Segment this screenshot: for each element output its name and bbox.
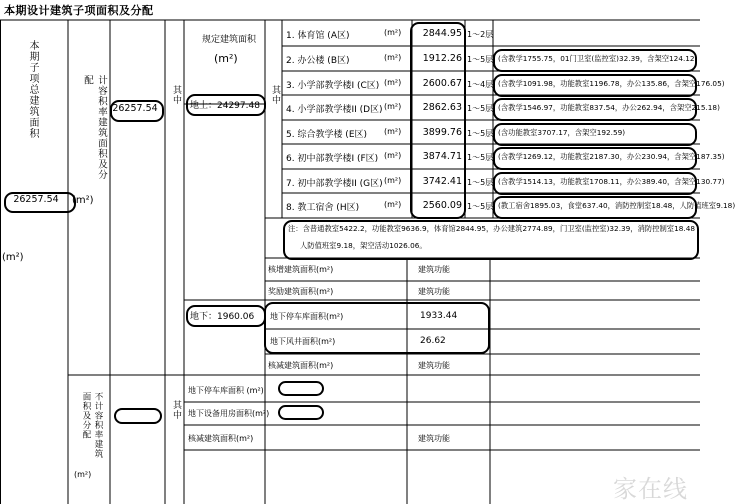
qizhong-label-1: 其中 [171,85,181,105]
building-detail: (含教学1269.12，功能教室2187.30，办公230.94，含架空187.35) [498,152,725,161]
jirong-total-value: 26257.54 [112,103,158,114]
building-detail: (含教学1755.75，01门卫室(监控室)32.39，含架空124.12) [498,54,698,63]
hejian-gongneng: 建筑功能 [418,361,450,370]
building-name: 5. 综合教学楼 (E区) [286,130,368,140]
building-detail-cloud [493,147,697,170]
bottom-parking-cloud [278,381,324,396]
jiangli-label: 奖励建筑面积(m²) [268,287,334,296]
building-name: 1. 体育馆 (A区) [286,31,350,41]
bottom-equipment-label: 地下设备用房面积(m²) [188,409,270,418]
building-unit: (m²) [384,200,402,209]
note-line-2: 人防值班室9.18，架空活动1026.06。 [300,241,427,250]
building-unit: (m²) [384,127,402,136]
jirong-unit: (m²) [72,195,94,206]
building-detail: (含教学1514.13，功能教室1708.11，办公389.40，含架空130.77) [498,177,725,186]
planned-header: 规定建筑面积 [202,35,257,45]
building-detail: (教工宿舍1895.03，食堂637.40，消防控制室18.48，人防值班室9.18) [498,201,735,210]
building-detail-cloud [493,49,697,72]
building-floors: 1～4层 [467,80,494,89]
underground-parking-value: 1933.44 [420,311,458,321]
total-area-label: 本期子项总建筑面积 [27,40,38,139]
bujirong-unit: (m²) [74,470,92,479]
building-detail: (含功能教室3707.17，含架空192.59) [498,128,626,137]
building-floors: 1～5层 [467,153,494,162]
watermark: 家在线 [613,475,688,503]
total-area-unit: (m²) [2,252,24,263]
bujirong-total-cloud [114,408,162,424]
building-area: 3899.76 [422,127,462,138]
bottom-gongneng: 建筑功能 [418,434,450,443]
qizhong-label-3: 其中 [270,85,280,105]
building-name: 3. 小学部教学楼I (C区) [286,81,380,91]
building-unit: (m²) [384,176,402,185]
hezeng-label: 核增建筑面积(m²) [268,265,334,274]
bottom-equipment-cloud [278,405,324,420]
building-area: 3874.71 [422,151,462,162]
building-name: 6. 初中部教学楼I (F区) [286,154,379,164]
building-area: 2844.95 [422,28,462,39]
building-detail-cloud [493,172,697,195]
note-line-1: 注：含普通教室5422.2，功能教室9636.9，体育馆2844.95，办公建筑2774.89，门卫室(监控室)32.39，消防控制室18.48 [288,224,695,233]
hezeng-gongneng: 建筑功能 [418,265,450,274]
above-ground-value: 地上：24297.48 [190,101,260,111]
building-floors: 1～2层 [467,30,494,39]
building-name: 2. 办公楼 (B区) [286,56,350,66]
building-detail-cloud [493,123,697,146]
building-area: 2560.09 [422,200,462,211]
building-unit: (m²) [384,102,402,111]
building-area: 2600.67 [422,78,462,89]
building-detail-cloud [493,98,697,121]
building-name: 4. 小学部教学楼II (D区) [286,105,383,115]
underground-fan-value: 26.62 [420,336,446,346]
building-unit: (m²) [384,151,402,160]
building-floors: 1～5层 [467,129,494,138]
hejian-label: 核减建筑面积(m²) [268,361,334,370]
building-unit: (m²) [384,28,402,37]
page-title: 本期设计建筑子项面积及分配 [4,4,154,17]
planned-unit: (m²) [214,52,238,65]
area-column-cloud [410,22,466,219]
below-ground-value: 地下：1960.06 [190,312,255,322]
building-floors: 1～5层 [467,55,494,64]
building-floors: 1～5层 [467,178,494,187]
bottom-hejian-label: 核减建筑面积(m²) [188,434,254,443]
building-unit: (m²) [384,78,402,87]
bottom-parking-label: 地下停车库面积 (m²) [188,386,264,395]
jirong-label: 计容积率建筑面积及分配 [82,75,107,180]
building-detail-cloud [493,196,697,219]
building-detail-cloud [493,74,697,97]
underground-fan-label: 地下风井面积(m²) [270,337,336,346]
building-detail: (含教学1546.97，功能教室837.54，办公262.94，含架空215.18) [498,103,720,112]
jiangli-gongneng: 建筑功能 [418,287,450,296]
building-name: 8. 教工宿舍 (H区) [286,203,360,213]
bujirong-label: 不计容积率建筑面积及分配 [81,392,103,459]
total-area-value: 26257.54 [13,194,59,205]
building-unit: (m²) [384,53,402,62]
building-area: 2862.63 [422,102,462,113]
building-area: 1912.26 [422,53,462,64]
building-detail: (含教学1091.98，功能教室1196.78，办公135.86，含架空176.05) [498,79,725,88]
building-name: 7. 初中部教学楼II (G区) [286,179,383,189]
building-area: 3742.41 [422,176,462,187]
underground-parking-label: 地下停车库面积(m²) [270,312,344,321]
building-floors: 1～5层 [467,202,494,211]
building-floors: 1～5层 [467,104,494,113]
qizhong-label-2: 其中 [171,400,181,420]
